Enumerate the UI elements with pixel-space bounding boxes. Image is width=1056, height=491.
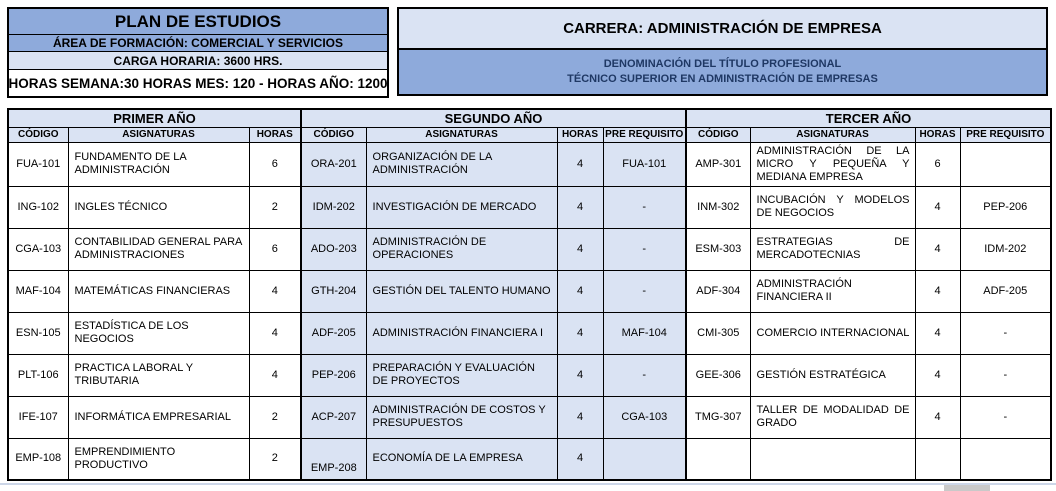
column-header-asignaturas: ASIGNATURAS <box>68 127 249 142</box>
prereq-cell: MAF-104 <box>603 312 686 354</box>
hours-cell: 4 <box>557 354 603 396</box>
table-row <box>8 396 1051 438</box>
subject-cell <box>750 438 915 480</box>
column-header-pre-requisito: PRE REQUISITO <box>603 127 686 142</box>
subject-cell: EMPRENDIMIENTO PRODUCTIVO <box>68 438 249 480</box>
code-cell: CMI-305 <box>686 312 750 354</box>
subject-cell: INFORMÁTICA EMPRESARIAL <box>68 396 249 438</box>
prereq-cell <box>960 438 1051 480</box>
hours-cell: 4 <box>915 270 960 312</box>
window-bottom-edge <box>0 481 1056 491</box>
carrera-title: CARRERA: ADMINISTRACIÓN DE EMPRESA <box>399 9 1046 50</box>
code-cell: IFE-107 <box>8 396 68 438</box>
window-edge-line <box>0 483 1056 485</box>
table-row <box>8 228 1051 270</box>
code-cell: ADF-205 <box>301 312 366 354</box>
column-header-asignaturas: ASIGNATURAS <box>366 127 557 142</box>
prereq-cell: - <box>603 270 686 312</box>
column-header-pre-requisito: PRE REQUISITO <box>960 127 1051 142</box>
subject-cell: GESTIÓN ESTRATÉGICA <box>750 354 915 396</box>
plan-title: PLAN DE ESTUDIOS <box>9 9 387 35</box>
code-cell: AMP-301 <box>686 142 750 186</box>
year-header-2: SEGUNDO AÑO <box>301 109 686 127</box>
code-cell: INM-302 <box>686 186 750 228</box>
prereq-cell: - <box>960 396 1051 438</box>
prereq-cell: FUA-101 <box>603 142 686 186</box>
hours-cell: 4 <box>249 312 301 354</box>
denominacion-line1: DENOMINACIÓN DEL TÍTULO PROFESIONAL <box>603 58 842 70</box>
horizontal-scrollbar-thumb[interactable] <box>944 485 990 491</box>
prereq-cell: - <box>603 228 686 270</box>
prereq-cell: - <box>960 354 1051 396</box>
horas-detail-label: HORAS SEMANA:30 HORAS MES: 120 - HORAS AÑO: 1200 <box>9 70 387 96</box>
year-header-1: PRIMER AÑO <box>8 109 301 127</box>
code-cell: MAF-104 <box>8 270 68 312</box>
code-cell: ADF-304 <box>686 270 750 312</box>
subject-cell: ORGANIZACIÓN DE LA ADMINISTRACIÓN <box>366 142 557 186</box>
code-cell: ACP-207 <box>301 396 366 438</box>
code-cell: ING-102 <box>8 186 68 228</box>
code-cell: PEP-206 <box>301 354 366 396</box>
code-cell: ESM-303 <box>686 228 750 270</box>
hours-cell: 4 <box>557 228 603 270</box>
subject-cell: INGLES TÉCNICO <box>68 186 249 228</box>
hours-cell: 4 <box>915 312 960 354</box>
hours-cell: 2 <box>249 438 301 480</box>
hours-cell: 4 <box>915 228 960 270</box>
prereq-cell <box>960 142 1051 186</box>
subject-cell: PREPARACIÓN Y EVALUACIÓN DE PROYECTOS <box>366 354 557 396</box>
study-plan-table <box>7 108 1052 481</box>
column-header-horas: HORAS <box>249 127 301 142</box>
subject-cell: ADMINISTRACIÓN FINANCIERA II <box>750 270 915 312</box>
hours-cell <box>915 438 960 480</box>
hours-cell: 4 <box>557 186 603 228</box>
subject-cell: ADMINISTRACIÓN DE COSTOS Y PRESUPUESTOS <box>366 396 557 438</box>
subject-cell: TALLER DE MODALIDAD DE GRADO <box>750 396 915 438</box>
code-cell: GTH-204 <box>301 270 366 312</box>
hours-cell: 2 <box>249 186 301 228</box>
subject-cell: FUNDAMENTO DE LA ADMINISTRACIÓN <box>68 142 249 186</box>
hours-cell: 4 <box>557 312 603 354</box>
column-header-asignaturas: ASIGNATURAS <box>750 127 915 142</box>
code-cell: ADO-203 <box>301 228 366 270</box>
prereq-cell: IDM-202 <box>960 228 1051 270</box>
prereq-cell: - <box>603 354 686 396</box>
prereq-cell: PEP-206 <box>960 186 1051 228</box>
hours-cell: 4 <box>557 270 603 312</box>
carrera-header-block <box>397 7 1048 96</box>
column-header-horas: HORAS <box>557 127 603 142</box>
prereq-cell: - <box>603 186 686 228</box>
subject-cell: INCUBACIÓN Y MODELOS DE NEGOCIOS <box>750 186 915 228</box>
subject-cell: MATEMÁTICAS FINANCIERAS <box>68 270 249 312</box>
subject-cell: ESTADÍSTICA DE LOS NEGOCIOS <box>68 312 249 354</box>
subject-cell: CONTABILIDAD GENERAL PARA ADMINISTRACIONES <box>68 228 249 270</box>
column-header-codigo: CÓDIGO <box>301 127 366 142</box>
hours-cell: 4 <box>557 438 603 480</box>
subject-cell: COMERCIO INTERNACIONAL <box>750 312 915 354</box>
hours-cell: 6 <box>249 142 301 186</box>
plan-header-block <box>7 7 389 98</box>
year-header-row <box>8 109 1051 127</box>
table-row <box>8 270 1051 312</box>
subject-cell: PRACTICA LABORAL Y TRIBUTARIA <box>68 354 249 396</box>
prereq-cell: ADF-205 <box>960 270 1051 312</box>
column-header-horas: HORAS <box>915 127 960 142</box>
hours-cell: 4 <box>249 270 301 312</box>
titulo-profesional-block <box>399 50 1046 94</box>
hours-cell: 4 <box>915 396 960 438</box>
table-row <box>8 354 1051 396</box>
hours-cell: 4 <box>249 354 301 396</box>
prereq-cell <box>603 438 686 480</box>
code-cell: EMP-208 <box>301 438 366 480</box>
subject-cell: GESTIÓN DEL TALENTO HUMANO <box>366 270 557 312</box>
code-cell: TMG-307 <box>686 396 750 438</box>
prereq-cell: - <box>960 312 1051 354</box>
hours-cell: 2 <box>249 396 301 438</box>
subject-cell: ADMINISTRACIÓN DE OPERACIONES <box>366 228 557 270</box>
table-row <box>8 438 1051 480</box>
code-cell: CGA-103 <box>8 228 68 270</box>
subject-cell: ADMINISTRACIÓN DE LA MICRO Y PEQUEÑA Y MEDIANA EMPRESA <box>750 142 915 186</box>
denominacion-line2: TÉCNICO SUPERIOR EN ADMINISTRACIÓN DE EMPRESAS <box>567 73 878 85</box>
code-cell <box>686 438 750 480</box>
column-header-codigo: CÓDIGO <box>8 127 68 142</box>
subject-cell: ECONOMÍA DE LA EMPRESA <box>366 438 557 480</box>
hours-cell: 4 <box>915 186 960 228</box>
code-cell: EMP-108 <box>8 438 68 480</box>
subject-cell: ESTRATEGIAS DE MERCADOTECNIAS <box>750 228 915 270</box>
area-formacion-label: ÁREA DE FORMACIÓN: COMERCIAL Y SERVICIOS <box>9 35 387 52</box>
code-cell: ESN-105 <box>8 312 68 354</box>
code-cell: IDM-202 <box>301 186 366 228</box>
hours-cell: 6 <box>915 142 960 186</box>
column-header-row <box>8 127 1051 142</box>
code-cell: FUA-101 <box>8 142 68 186</box>
table-row <box>8 142 1051 186</box>
table-row <box>8 312 1051 354</box>
column-header-codigo: CÓDIGO <box>686 127 750 142</box>
code-cell: PLT-106 <box>8 354 68 396</box>
year-header-3: TERCER AÑO <box>686 109 1051 127</box>
carga-horaria-label: CARGA HORARIA: 3600 HRS. <box>9 52 387 70</box>
subject-cell: ADMINISTRACIÓN FINANCIERA I <box>366 312 557 354</box>
code-cell: ORA-201 <box>301 142 366 186</box>
prereq-cell: CGA-103 <box>603 396 686 438</box>
table-row <box>8 186 1051 228</box>
hours-cell: 4 <box>557 142 603 186</box>
hours-cell: 4 <box>915 354 960 396</box>
hours-cell: 6 <box>249 228 301 270</box>
code-cell: GEE-306 <box>686 354 750 396</box>
subject-cell: INVESTIGACIÓN DE MERCADO <box>366 186 557 228</box>
hours-cell: 4 <box>557 396 603 438</box>
